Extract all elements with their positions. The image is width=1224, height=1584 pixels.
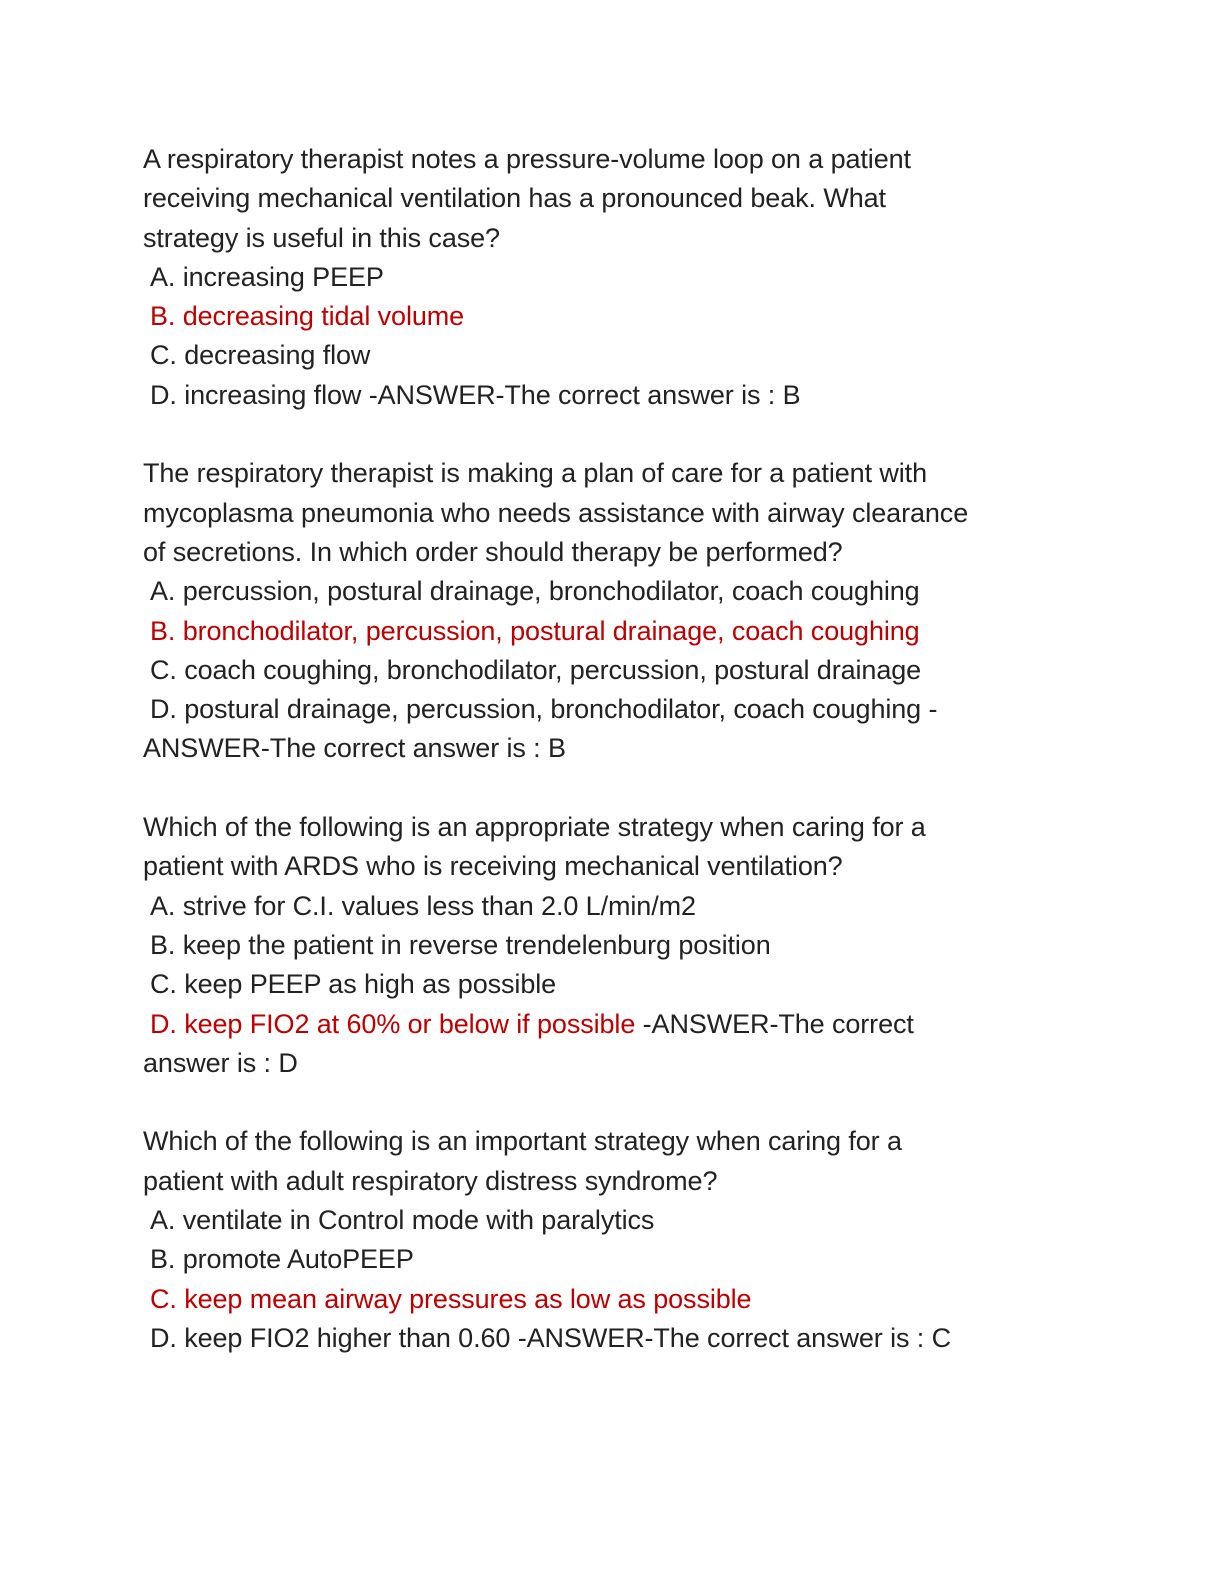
question-stem-line: patient with ARDS who is receiving mechanical ventilation? xyxy=(143,851,843,882)
option-d-with-answer xyxy=(143,1005,1103,1044)
option-c: C. coach coughing, bronchodilator, percussion, postural drainage xyxy=(150,654,922,685)
spacer xyxy=(143,415,1103,454)
answer-text: -ANSWER-The correct answer is : B xyxy=(361,379,801,410)
document-page xyxy=(143,140,1103,1358)
option-d: D. increasing flow xyxy=(150,379,362,410)
question-stem-line: Which of the following is an appropriate strategy when caring for a xyxy=(143,812,926,843)
spacer xyxy=(143,769,1103,808)
option-a: A. strive for C.I. values less than 2.0 L/min/m2 xyxy=(150,890,696,921)
option-c-correct: C. keep mean airway pressures as low as possible xyxy=(150,1283,752,1314)
question-stem-line: of secretions. In which order should therapy be performed? xyxy=(143,536,843,567)
question-stem-line: Which of the following is an important strategy when caring for a xyxy=(143,1126,902,1157)
option-d-correct: D. keep FIO2 at 60% or below if possible xyxy=(150,1008,636,1039)
option-a: A. ventilate in Control mode with paralytics xyxy=(150,1205,655,1236)
option-d: D. postural drainage, percussion, bronchodilator, coach coughing xyxy=(150,694,922,725)
question-stem-line: receiving mechanical ventilation has a pronounced beak. What xyxy=(143,183,886,214)
question-block xyxy=(143,1122,1103,1358)
option-a: A. increasing PEEP xyxy=(150,261,384,292)
answer-text: - xyxy=(921,694,938,725)
question-stem-line: mycoplasma pneumonia who needs assistance with airway clearance xyxy=(143,497,969,528)
option-b: B. promote AutoPEEP xyxy=(150,1244,414,1275)
answer-text: -ANSWER-The correct answer is : C xyxy=(510,1322,952,1353)
spacer xyxy=(143,1083,1103,1122)
answer-continuation: ANSWER-The correct answer is : B xyxy=(143,733,566,764)
question-block xyxy=(143,140,1103,415)
answer-continuation: answer is : D xyxy=(143,1047,298,1078)
question-block xyxy=(143,454,1103,768)
answer-text: -ANSWER-The correct xyxy=(635,1008,914,1039)
option-d-with-answer xyxy=(143,1319,1103,1358)
option-d-with-answer xyxy=(143,690,1103,729)
question-stem-line: patient with adult respiratory distress syndrome? xyxy=(143,1165,718,1196)
option-b: B. keep the patient in reverse trendelenburg position xyxy=(150,929,771,960)
question-stem-line: strategy is useful in this case? xyxy=(143,222,500,253)
option-d-with-answer xyxy=(143,376,1103,415)
option-c: C. keep PEEP as high as possible xyxy=(150,969,557,1000)
option-d: D. keep FIO2 higher than 0.60 xyxy=(150,1322,511,1353)
option-b-correct: B. bronchodilator, percussion, postural drainage, coach coughing xyxy=(150,615,920,646)
question-stem-line: The respiratory therapist is making a plan of care for a patient with xyxy=(143,458,927,489)
option-b-correct: B. decreasing tidal volume xyxy=(150,301,465,332)
option-a: A. percussion, postural drainage, bronchodilator, coach coughing xyxy=(150,576,920,607)
question-block xyxy=(143,808,1103,1083)
option-c: C. decreasing flow xyxy=(150,340,371,371)
question-stem-line: A respiratory therapist notes a pressure-volume loop on a patient xyxy=(143,144,911,174)
